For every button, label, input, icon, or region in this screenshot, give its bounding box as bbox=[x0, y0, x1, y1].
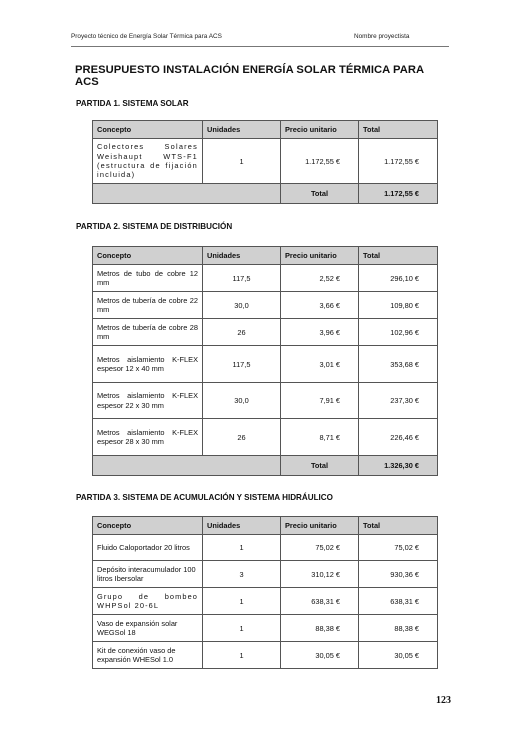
header-divider bbox=[71, 46, 449, 47]
cell-price: 1.172,55 € bbox=[281, 139, 359, 184]
table-row bbox=[93, 419, 438, 456]
table-row bbox=[93, 292, 438, 319]
cell-units: 3 bbox=[203, 561, 281, 588]
table-header-row bbox=[93, 247, 438, 265]
cell-total: 1.172,55 € bbox=[359, 139, 438, 184]
cell-concept: Metros aislamiento K-FLEX espesor 28 x 30 mm bbox=[93, 419, 203, 456]
header-project-title: Proyecto técnico de Energía Solar Térmica para ACS bbox=[71, 33, 222, 40]
table-row bbox=[93, 535, 438, 561]
column-header-concepto: Concepto bbox=[93, 247, 203, 265]
cell-price: 638,31 € bbox=[281, 588, 359, 615]
total-row bbox=[93, 184, 438, 204]
cell-concept: Fluido Caloportador 20 litros bbox=[93, 535, 203, 561]
cell-total: 75,02 € bbox=[359, 535, 438, 561]
section-heading-1: PARTIDA 1. SISTEMA SOLAR bbox=[76, 99, 189, 108]
cell-price: 3,96 € bbox=[281, 319, 359, 346]
column-header-total: Total bbox=[359, 517, 438, 535]
total-label: Total bbox=[281, 184, 359, 204]
table-row bbox=[93, 642, 438, 669]
table-row bbox=[93, 588, 438, 615]
total-spacer bbox=[93, 184, 281, 204]
table-row bbox=[93, 346, 438, 383]
table-row bbox=[93, 139, 438, 184]
cell-units: 26 bbox=[203, 419, 281, 456]
total-label: Total bbox=[281, 456, 359, 476]
cell-concept: Depósito interacumulador 100 litros Ibersolar bbox=[93, 561, 203, 588]
column-header-total: Total bbox=[359, 247, 438, 265]
budget-table-2 bbox=[92, 246, 438, 476]
cell-total: 237,30 € bbox=[359, 383, 438, 419]
column-header-unidades: Unidades bbox=[203, 517, 281, 535]
table-header-row bbox=[93, 517, 438, 535]
table-row bbox=[93, 615, 438, 642]
cell-units: 1 bbox=[203, 615, 281, 642]
header-author: Nombre proyectista bbox=[354, 33, 410, 40]
cell-concept: Vaso de expansión solar WEGSol 18 bbox=[93, 615, 203, 642]
cell-price: 30,05 € bbox=[281, 642, 359, 669]
total-row bbox=[93, 456, 438, 476]
column-header-concepto: Concepto bbox=[93, 121, 203, 139]
table-row bbox=[93, 561, 438, 588]
cell-concept: Metros de tubo de cobre 12 mm bbox=[93, 265, 203, 292]
cell-price: 2,52 € bbox=[281, 265, 359, 292]
cell-price: 88,38 € bbox=[281, 615, 359, 642]
cell-total: 638,31 € bbox=[359, 588, 438, 615]
cell-total: 930,36 € bbox=[359, 561, 438, 588]
table-header-row bbox=[93, 121, 438, 139]
cell-units: 30,0 bbox=[203, 292, 281, 319]
cell-total: 226,46 € bbox=[359, 419, 438, 456]
column-header-precio: Precio unitario bbox=[281, 517, 359, 535]
page-title: PRESUPUESTO INSTALACIÓN ENERGÍA SOLAR TÉRMICA PARA ACS bbox=[75, 64, 424, 88]
cell-total: 109,80 € bbox=[359, 292, 438, 319]
column-header-total: Total bbox=[359, 121, 438, 139]
cell-concept: Metros de tubería de cobre 28 mm bbox=[93, 319, 203, 346]
cell-total: 102,96 € bbox=[359, 319, 438, 346]
total-value: 1.326,30 € bbox=[359, 456, 438, 476]
cell-units: 30,0 bbox=[203, 383, 281, 419]
cell-units: 117,5 bbox=[203, 265, 281, 292]
cell-price: 3,66 € bbox=[281, 292, 359, 319]
column-header-precio: Precio unitario bbox=[281, 247, 359, 265]
cell-concept: Metros aislamiento K-FLEX espesor 22 x 30 mm bbox=[93, 383, 203, 419]
budget-table-1 bbox=[92, 120, 438, 204]
cell-total: 296,10 € bbox=[359, 265, 438, 292]
cell-price: 310,12 € bbox=[281, 561, 359, 588]
total-spacer bbox=[93, 456, 281, 476]
budget-table-3 bbox=[92, 516, 438, 669]
cell-units: 26 bbox=[203, 319, 281, 346]
cell-units: 1 bbox=[203, 642, 281, 669]
cell-units: 117,5 bbox=[203, 346, 281, 383]
cell-price: 7,91 € bbox=[281, 383, 359, 419]
cell-units: 1 bbox=[203, 139, 281, 184]
section-heading-2: PARTIDA 2. SISTEMA DE DISTRIBUCIÓN bbox=[76, 222, 233, 231]
page-number: 123 bbox=[436, 695, 451, 706]
cell-price: 8,71 € bbox=[281, 419, 359, 456]
cell-concept: Metros aislamiento K-FLEX espesor 12 x 40 mm bbox=[93, 346, 203, 383]
table-row bbox=[93, 319, 438, 346]
cell-price: 75,02 € bbox=[281, 535, 359, 561]
cell-concept: Kit de conexión vaso de expansión WHESol 1.0 bbox=[93, 642, 203, 669]
cell-concept: Colectores Solares Weishaupt WTS-F1 (estructura de fijación incluida) bbox=[93, 139, 203, 184]
table-row bbox=[93, 265, 438, 292]
section-heading-3: PARTIDA 3. SISTEMA DE ACUMULACIÓN Y SISTEMA HIDRÁULICO bbox=[76, 493, 333, 502]
column-header-concepto: Concepto bbox=[93, 517, 203, 535]
cell-units: 1 bbox=[203, 588, 281, 615]
cell-price: 3,01 € bbox=[281, 346, 359, 383]
column-header-precio: Precio unitario bbox=[281, 121, 359, 139]
total-value: 1.172,55 € bbox=[359, 184, 438, 204]
column-header-unidades: Unidades bbox=[203, 121, 281, 139]
cell-total: 30,05 € bbox=[359, 642, 438, 669]
cell-concept: Grupo de bombeo WHPSol 20-6L bbox=[93, 588, 203, 615]
cell-total: 353,68 € bbox=[359, 346, 438, 383]
column-header-unidades: Unidades bbox=[203, 247, 281, 265]
table-row bbox=[93, 383, 438, 419]
cell-concept: Metros de tubería de cobre 22 mm bbox=[93, 292, 203, 319]
cell-units: 1 bbox=[203, 535, 281, 561]
cell-total: 88,38 € bbox=[359, 615, 438, 642]
